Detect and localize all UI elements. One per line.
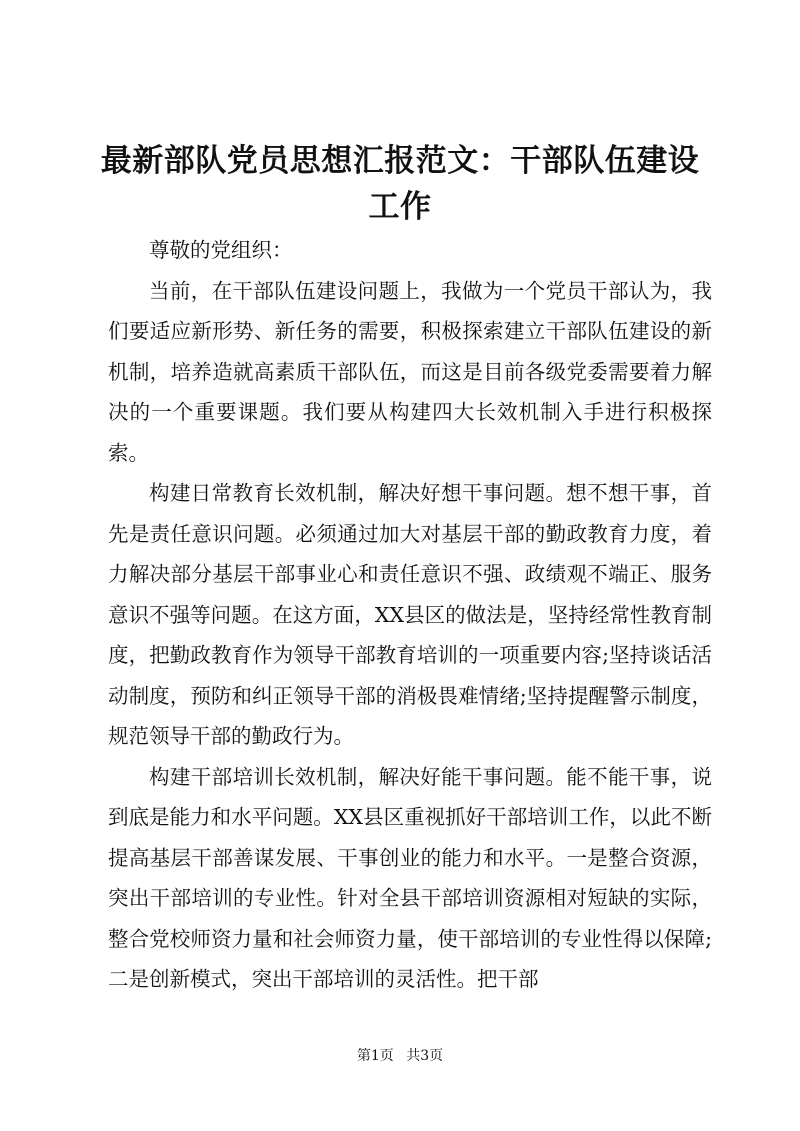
paragraph-3: 构建干部培训长效机制，解决好能干事问题。能不能干事，说到底是能力和水平问题。XX县区重视抓好干部培训工作，以此不断提高基层干部善谋发展、干事创业的能力和水平。一是整合资源，突出干部培训的专业性。针对全县干部培训资源相对短缺的实际，整合党校师资力量和社会师资力量，使干部培训的专业性得以保障;二是创新模式，突出干部培训的灵活性。把干部 (108, 764, 712, 991)
page-number: 第1页 (356, 1048, 394, 1064)
document-title: 最新部队党员思想汇报范文：干部队伍建设工作 (100, 143, 700, 225)
document-body (108, 230, 712, 1000)
salutation: 尊敬的党组织： (149, 238, 293, 262)
paragraph-1: 当前，在干部队伍建设问题上，我做为一个党员干部认为，我们要适应新形势、新任务的需要，积极探索建立干部队伍建设的新机制，培养造就高素质干部队伍，而这是目前各级党委需要着力解决的一个重要课题。我们要从构建四大长效机制入手进行积极探索。 (108, 278, 712, 465)
paragraph-2: 构建日常教育长效机制，解决好想干事问题。想不想干事，首先是责任意识问题。必须通过加大对基层干部的勤政教育力度，着力解决部分基层干部事业心和责任意识不强、政绩观不端正、服务意识不强等问题。在这方面，XX县区的做法是，坚持经常性教育制度，把勤政教育作为领导干部教育培训的一项重要内容;坚持谈话活动制度，预防和纠正领导干部的消极畏难情绪;坚持提醒警示制度，规范领导干部的勤政行为。 (108, 481, 712, 748)
page-footer (0, 1046, 800, 1066)
page-total: 共3页 (406, 1048, 444, 1064)
